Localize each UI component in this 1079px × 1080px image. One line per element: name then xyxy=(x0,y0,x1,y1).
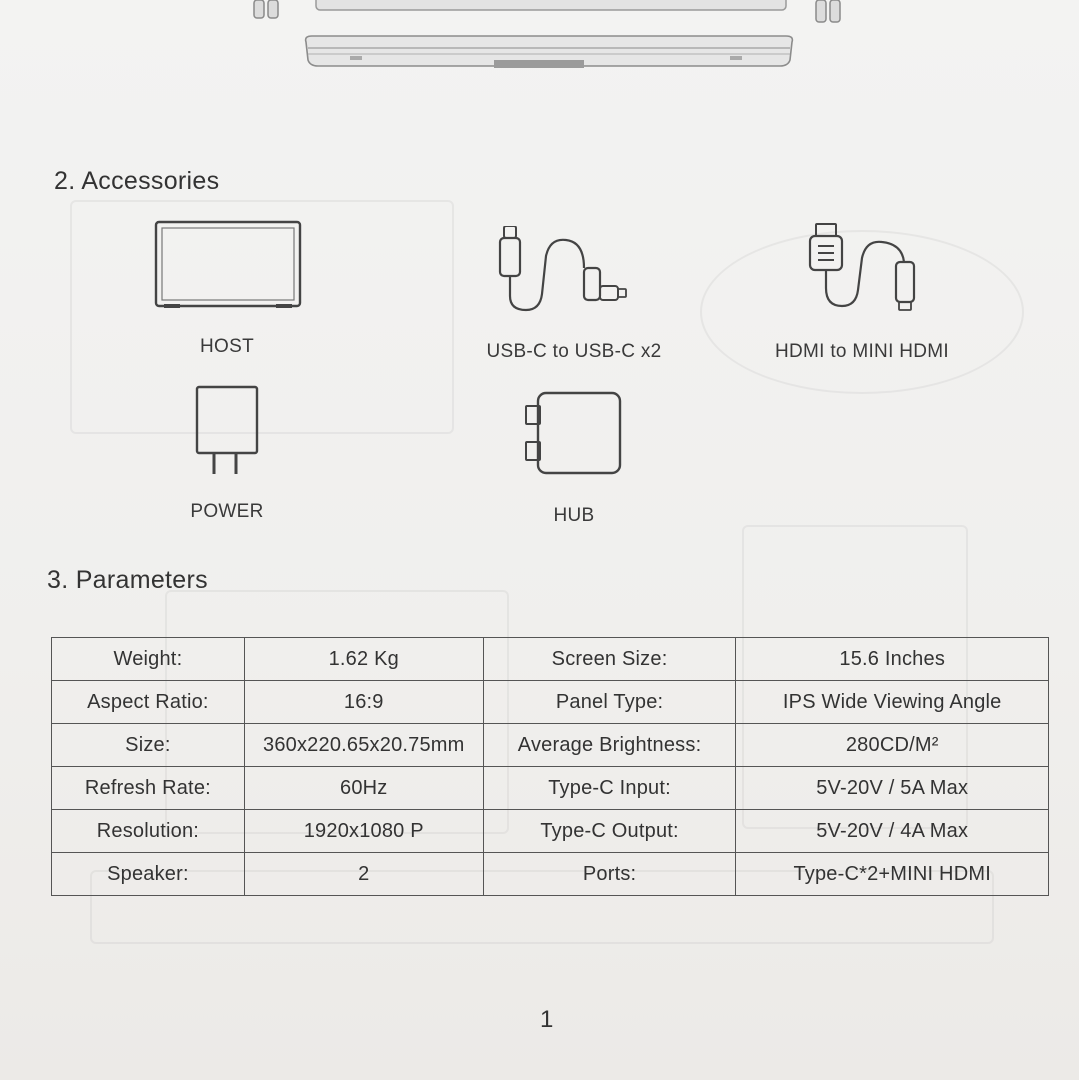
param-label: Weight: xyxy=(52,638,245,681)
param-label: Screen Size: xyxy=(483,638,736,681)
table-row xyxy=(52,638,1049,681)
accessory-label-hub: HUB xyxy=(553,505,595,526)
param-label: Type-C Input: xyxy=(483,767,736,810)
table-row xyxy=(52,853,1049,896)
accessory-label-usb-c: USB-C to USB-C x2 xyxy=(486,341,662,362)
monitor-icon xyxy=(154,220,302,312)
accessory-label-host: HOST xyxy=(200,336,254,357)
param-value: 5V-20V / 4A Max xyxy=(736,810,1049,853)
hdmi-cable-icon xyxy=(808,222,928,314)
param-value: 15.6 Inches xyxy=(736,638,1049,681)
param-value: 1.62 Kg xyxy=(244,638,483,681)
param-value: IPS Wide Viewing Angle xyxy=(736,681,1049,724)
power-adapter-icon xyxy=(194,384,260,478)
param-value: 2 xyxy=(244,853,483,896)
param-label: Resolution: xyxy=(52,810,245,853)
usb-c-cable-icon xyxy=(496,226,632,314)
table-row xyxy=(52,681,1049,724)
param-label: Refresh Rate: xyxy=(52,767,245,810)
param-label: Aspect Ratio: xyxy=(52,681,245,724)
param-value: 360x220.65x20.75mm xyxy=(244,724,483,767)
hub-icon xyxy=(524,390,624,476)
param-value: Type-C*2+MINI HDMI xyxy=(736,853,1049,896)
param-label: Type-C Output: xyxy=(483,810,736,853)
accessory-label-power: POWER xyxy=(190,501,264,522)
param-label: Size: xyxy=(52,724,245,767)
param-label: Speaker: xyxy=(52,853,245,896)
accessory-label-hdmi: HDMI to MINI HDMI xyxy=(775,341,949,362)
param-value: 280CD/M² xyxy=(736,724,1049,767)
param-value: 1920x1080 P xyxy=(244,810,483,853)
device-side-view-illustration xyxy=(250,0,850,80)
param-label: Panel Type: xyxy=(483,681,736,724)
param-value: 16:9 xyxy=(244,681,483,724)
param-label: Ports: xyxy=(483,853,736,896)
table-row xyxy=(52,724,1049,767)
param-value: 5V-20V / 5A Max xyxy=(736,767,1049,810)
table-row xyxy=(52,767,1049,810)
accessories-heading: 2. Accessories xyxy=(54,167,220,195)
parameters-heading: 3. Parameters xyxy=(47,566,208,594)
param-value: 60Hz xyxy=(244,767,483,810)
table-row xyxy=(52,810,1049,853)
parameters-table xyxy=(51,637,1049,896)
page-number: 1 xyxy=(540,1006,554,1033)
param-label: Average Brightness: xyxy=(483,724,736,767)
